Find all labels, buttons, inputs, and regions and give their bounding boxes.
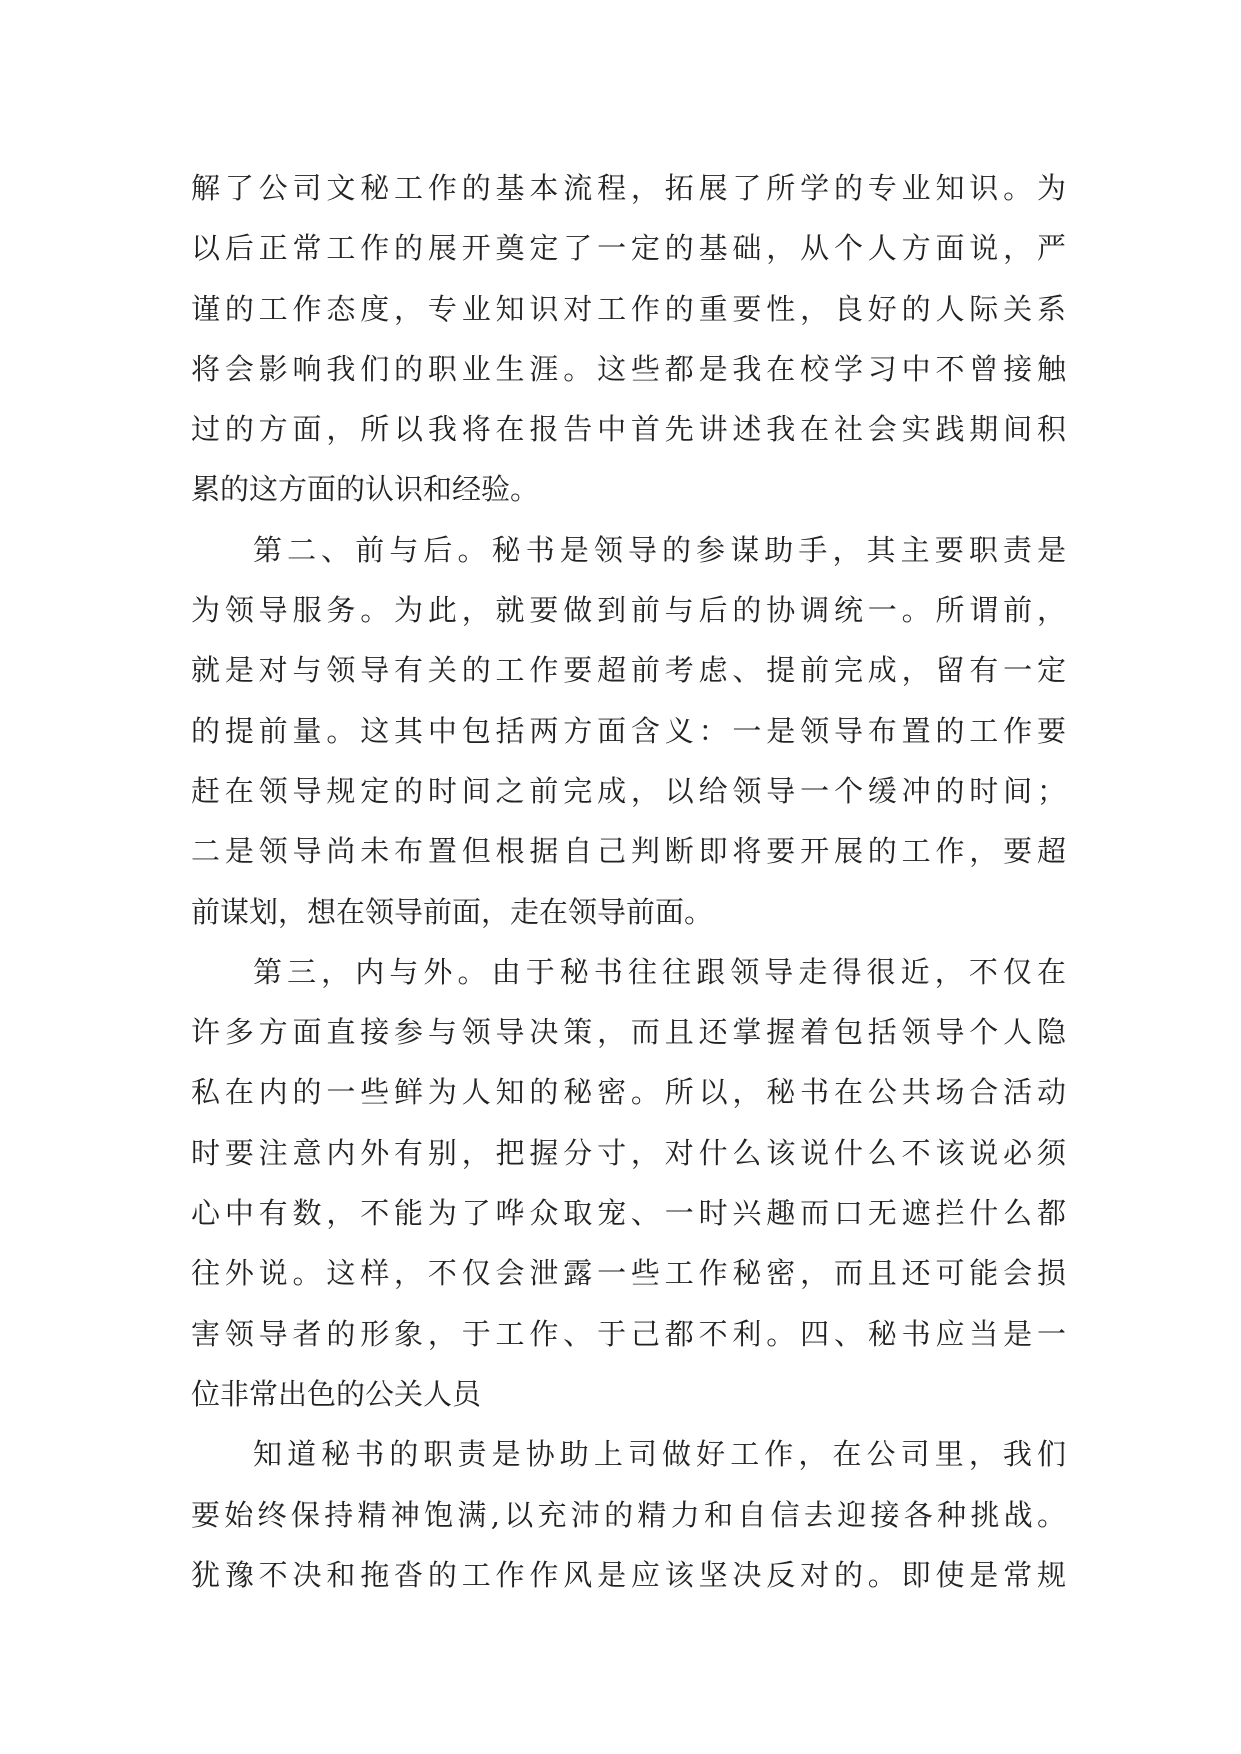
document-body (191, 158, 1066, 1605)
text-line: 累的这方面的认识和经验。 (191, 472, 540, 507)
text-line: 的提前量。这其中包括两方面含义：一是领导布置的工作要 (191, 713, 1066, 748)
text-line: 过的方面，所以我将在报告中首先讲述我在社会实践期间积 (191, 412, 1066, 447)
text-line: 私在内的一些鲜为人知的秘密。所以，秘书在公共场合活动 (191, 1075, 1066, 1110)
text-line: 要始终保持精神饱满,以充沛的精力和自信去迎接各种挑战。 (191, 1497, 1066, 1532)
text-line: 前谋划，想在领导前面，走在领导前面。 (191, 894, 714, 929)
text-line: 谨的工作态度，专业知识对工作的重要性，良好的人际关系 (191, 291, 1066, 326)
text-line: 往外说。这样，不仅会泄露一些工作秘密，而且还可能会损 (191, 1256, 1066, 1291)
text-line: 许多方面直接参与领导决策，而且还掌握着包括领导个人隐 (191, 1015, 1066, 1050)
text-line: 犹豫不决和拖沓的工作作风是应该坚决反对的。即使是常规 (191, 1557, 1066, 1592)
text-line: 害领导者的形象，于工作、于己都不利。四、秘书应当是一 (191, 1316, 1066, 1351)
text-line: 位非常出色的公关人员 (191, 1376, 482, 1411)
text-line: 时要注意内外有别，把握分寸，对什么该说什么不该说必须 (191, 1135, 1066, 1170)
paragraph-start-line: 知道秘书的职责是协助上司做好工作，在公司里，我们 (253, 1437, 1066, 1472)
paragraph-start-line: 第三，内与外。由于秘书往往跟领导走得很近，不仅在 (253, 954, 1066, 989)
text-line: 就是对与领导有关的工作要超前考虑、提前完成，留有一定 (191, 653, 1066, 688)
text-line: 心中有数，不能为了哗众取宠、一时兴趣而口无遮拦什么都 (191, 1196, 1066, 1231)
text-line: 以后正常工作的展开奠定了一定的基础，从个人方面说，严 (191, 231, 1066, 266)
text-line: 赶在领导规定的时间之前完成，以给领导一个缓冲的时间； (191, 773, 1066, 808)
text-line: 二是领导尚未布置但根据自己判断即将要开展的工作，要超 (191, 834, 1066, 869)
text-line: 将会影响我们的职业生涯。这些都是我在校学习中不曾接触 (191, 351, 1066, 386)
text-line: 解了公司文秘工作的基本流程，拓展了所学的专业知识。为 (191, 171, 1066, 205)
text-line: 为领导服务。为此，就要做到前与后的协调统一。所谓前， (191, 593, 1066, 628)
paragraph-start-line: 第二、前与后。秘书是领导的参谋助手，其主要职责是 (253, 532, 1066, 567)
